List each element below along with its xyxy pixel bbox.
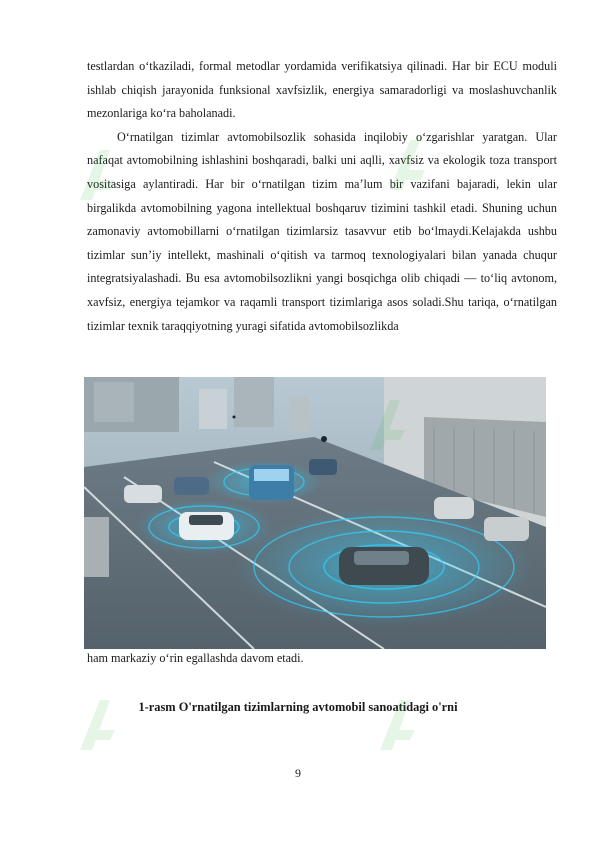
figure-caption: 1-rasm O'rnatilgan tizimlarning avtomobil sanoatidagi o'rni — [138, 700, 458, 714]
figure-autonomous-cars-photo — [84, 377, 546, 649]
street-scene-illustration — [84, 377, 546, 649]
figure-following-text: ham markaziy o‘rin egallashda davom etadi. — [87, 651, 304, 665]
car-dark-main — [339, 547, 429, 585]
paragraph-embedded-systems: O‘rnatilgan tizimlar avtomobilsozlik sohasida inqilobiy o‘zgarishlar yaratgan. Ular nafaqat avtomobilning ishlashini boshqaradi, balki uni aqlli, xavfsiz va ekologik toza transport vositasiga aylantiradi. Har bir o‘rnatilgan tizim ma’lum bir vazifani bajaradi, lekin ular birgalikda avtomobilning yagona intellektual boshqaruv tizimini tashkil etadi. Shuning uchun zamonaviy avtomobillarni o‘rnatilgan tizimlarsiz tasavvur etib bo‘lmaydi.Kelajakda ushbu tizimlar sun’iy intellekt, mashinali o‘qitish va tarmoq texnologiyalari bilan yanada chuqur integratsiyalashadi. Bu esa avtomobilsozlikni yangi bosqichga olib chiqadi — to‘liq avtonom, xavfsiz, energiya tejamkor va raqamli transport tizimlariga asos soladi.Shu tariqa, o‘rnatilgan tizimlar texnik taraqqiyotning yuragi sifatida avtomobilsozlikda — [87, 129, 557, 333]
car-white-front — [179, 512, 234, 540]
body-text — [87, 55, 557, 338]
car-bus — [249, 465, 294, 500]
page-number: 9 — [295, 766, 301, 780]
paragraph-continuation: testlardan o‘tkaziladi, formal metodlar yordamida verifikatsiya qilinadi. Har bir ECU moduli ishlab chiqish jarayonida funksional xavfsizlik, energiya samaradorligi va moslashuvchanlik mezonlariga ko‘ra baholanadi. — [87, 59, 557, 121]
